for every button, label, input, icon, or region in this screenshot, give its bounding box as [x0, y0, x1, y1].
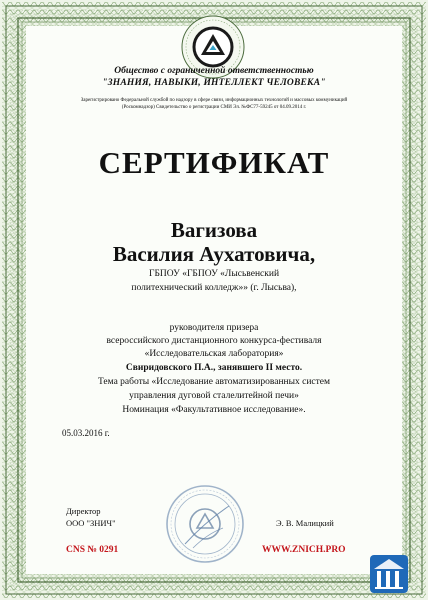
- issue-date: 05.03.2016 г.: [62, 428, 110, 438]
- director-organization: ООО "ЗНИЧ": [66, 518, 116, 528]
- body-line-contest: всероссийского дистанционного конкурса-фестиваля: [106, 336, 322, 346]
- recipient-surname: Вагизова: [170, 218, 258, 242]
- organization-type: Общество с ограниченной ответственностью: [114, 66, 314, 76]
- institution-line-1: ГБПОУ «ГБПОУ «Лысьвенский: [148, 269, 280, 279]
- certificate-title: СЕРТИФИКАТ: [98, 145, 330, 180]
- organization-name: "ЗНАНИЯ, НАВЫКИ, ИНТЕЛЛЕКТ ЧЕЛОВЕКА": [102, 78, 326, 88]
- institution-line-2: политехнический колледж»» (г. Лысьва),: [131, 283, 297, 293]
- body-line-topic: Тема работы «Исследование автоматизированных систем: [97, 377, 331, 387]
- body-line-contest-name: «Исследовательская лаборатория»: [144, 349, 284, 359]
- registration-notice: Зарегистрировано Федеральной службой по надзору в сфере связи, информационных технологий и массовых коммуникаций (Роскомнадзор) Свидетельство о регистрации СМИ Эл. №ФС77-59245 от 04.09.2014 г.: [80, 98, 348, 110]
- body-line-nomination: Номинация «Факультативное исследование».: [122, 405, 306, 415]
- body-line-winner: Свиридовского П.А., занявшего II место.: [125, 363, 303, 373]
- website-link[interactable]: WWW.ZNICH.PRO: [262, 545, 346, 555]
- nk-badge-icon: [370, 555, 408, 593]
- body-line-topic-cont: управления дуговой сталелитейной печи»: [129, 391, 299, 401]
- signer-name: Э. В. Малицкий: [276, 518, 334, 528]
- round-seal-icon: [163, 482, 247, 566]
- director-title: Директор: [66, 506, 101, 516]
- nk-badge-graphic: [370, 555, 408, 593]
- recipient-name: Василия Аухатовича,: [112, 242, 316, 266]
- body-line-role: руководителя призера: [169, 323, 259, 333]
- cns-number: CNS № 0291: [66, 545, 119, 555]
